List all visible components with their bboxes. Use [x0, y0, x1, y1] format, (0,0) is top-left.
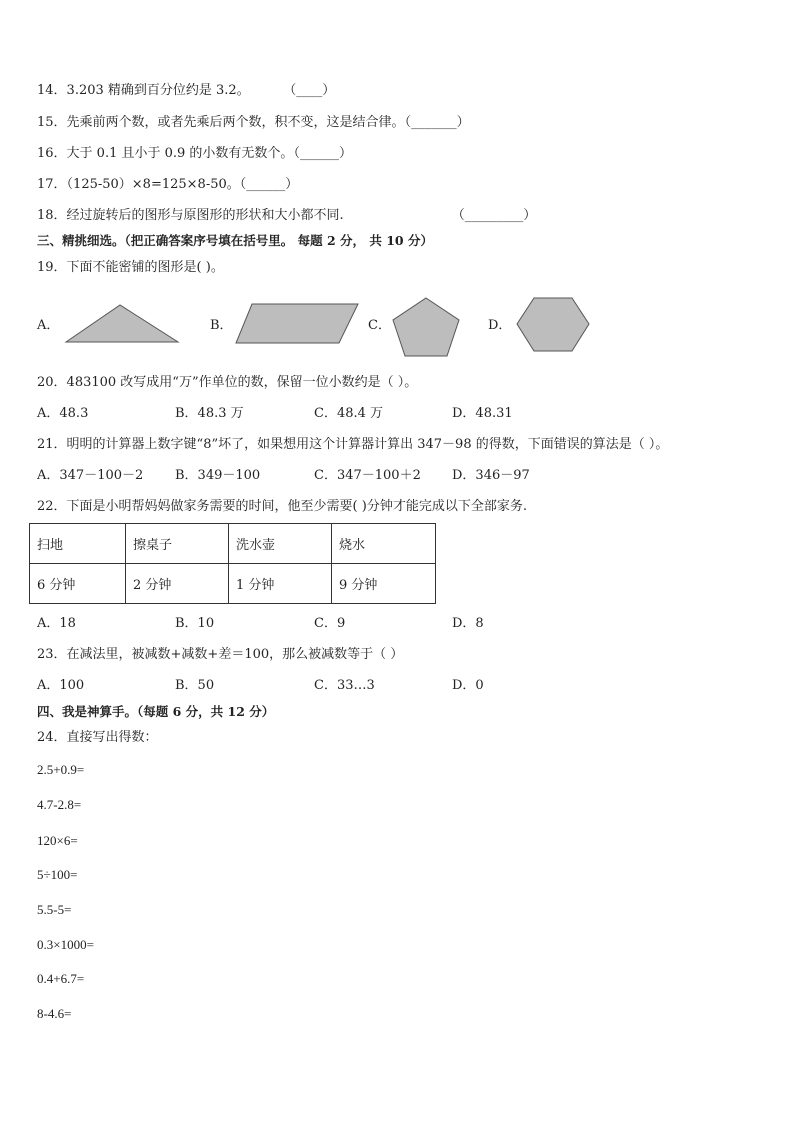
question-text: （125-50）×8=125×8-50。 [66, 177, 240, 192]
table-cell: 扫地 [30, 524, 126, 564]
q21-option-b[interactable]: B．349－100 [175, 468, 261, 483]
hexagon-icon [517, 298, 589, 351]
table-cell: 1 分钟 [229, 564, 332, 604]
option-c-label[interactable]: C． [368, 318, 391, 333]
question-number: 15． [37, 115, 67, 130]
section-4-title: 四、我是神算手。（每题 6 分，共 12 分） [37, 704, 275, 719]
q20-option-a[interactable]: A．48.3 [37, 406, 89, 421]
option-d-label[interactable]: D． [488, 318, 512, 333]
chores-table [29, 523, 436, 604]
table-cell: 6 分钟 [30, 564, 126, 604]
calc-item[interactable]: 120×6= [37, 833, 78, 848]
answer-blank[interactable]: （______） [239, 177, 299, 192]
q21-option-d[interactable]: D．346－97 [452, 468, 530, 483]
q23-option-a[interactable]: A．100 [37, 678, 85, 693]
q20-option-d[interactable]: D．48.31 [452, 406, 513, 421]
answer-blank[interactable]: （______） [293, 146, 352, 161]
calc-item[interactable]: 8-4.6= [37, 1006, 72, 1021]
question-text: 3.203 精确到百分位约是 3.2。 [66, 83, 250, 98]
question-number: 17． [37, 177, 67, 192]
question-17 [37, 176, 298, 194]
calc-item[interactable]: 0.3×1000= [37, 937, 94, 952]
question-23-stem: 23．在减法里，被减数+减数+差＝100，那么被减数等于（ ） [37, 647, 404, 662]
question-text: 先乘前两个数，或者先乘后两个数，积不变，这是结合律。 [66, 115, 405, 130]
q21-option-a[interactable]: A．347－100－2 [37, 468, 144, 483]
answer-blank[interactable]: （_______） [404, 115, 470, 130]
question-24-stem: 24．直接写出得数： [37, 730, 158, 745]
table-cell: 洗水壶 [229, 524, 332, 564]
hexagon-shape[interactable] [514, 295, 592, 355]
triangle-icon [66, 305, 178, 342]
question-16 [37, 145, 352, 163]
table-cell: 2 分钟 [126, 564, 229, 604]
answer-blank[interactable]: （____） [289, 83, 336, 98]
q20-option-c[interactable]: C．48.4 万 [314, 406, 384, 421]
answer-blank[interactable]: （_________） [451, 208, 537, 223]
table-cell: 擦桌子 [126, 524, 229, 564]
parallelogram-shape[interactable] [234, 300, 362, 346]
table-cell: 9 分钟 [332, 564, 436, 604]
option-a-label[interactable]: A． [37, 318, 60, 333]
table-cell: 烧水 [332, 524, 436, 564]
calc-item[interactable]: 4.7-2.8= [37, 797, 82, 812]
q22-option-c[interactable]: C．9 [314, 616, 346, 631]
pentagon-icon [393, 298, 459, 356]
section-3-title: 三、精挑细选。（把正确答案序号填在括号里。 每题 2 分， 共 10 分） [37, 233, 433, 248]
calc-item[interactable]: 5.5-5= [37, 902, 72, 917]
triangle-shape[interactable] [60, 302, 182, 344]
q21-option-c[interactable]: C．347－100＋2 [314, 468, 421, 483]
option-b-label[interactable]: B． [210, 318, 233, 333]
calc-item[interactable]: 0.4+6.7= [37, 971, 85, 986]
question-18 [37, 207, 536, 225]
question-number: 16． [37, 146, 67, 161]
table-row [30, 564, 436, 604]
question-number: 14． [37, 83, 67, 98]
question-15 [37, 114, 470, 132]
q23-option-d[interactable]: D．0 [452, 678, 484, 693]
question-text: 经过旋转后的图形与原图形的形状和大小都不同. [66, 208, 344, 223]
question-22-stem: 22．下面是小明帮妈妈做家务需要的时间，他至少需要( )分钟才能完成以下全部家务. [37, 499, 527, 514]
q22-option-a[interactable]: A．18 [37, 616, 76, 631]
q22-option-b[interactable]: B．10 [175, 616, 215, 631]
q20-option-b[interactable]: B．48.3 万 [175, 406, 244, 421]
calc-item[interactable]: 2.5+0.9= [37, 762, 85, 777]
question-19-stem: 19．下面不能密铺的图形是( )。 [37, 260, 224, 275]
q23-option-b[interactable]: B．50 [175, 678, 215, 693]
parallelogram-icon [236, 304, 358, 343]
pentagon-shape[interactable] [390, 295, 462, 359]
question-text: 大于 0.1 且小于 0.9 的小数有无数个。 [66, 146, 294, 161]
calc-item[interactable]: 5÷100= [37, 867, 78, 882]
question-20-stem: 20．483100 改写成用“万”作单位的数，保留一位小数约是（ ）。 [37, 375, 418, 390]
table-row [30, 524, 436, 564]
q23-option-c[interactable]: C．33…3 [314, 678, 375, 693]
q22-option-d[interactable]: D．8 [452, 616, 484, 631]
question-21-stem: 21．明明的计算器上数字键“8”坏了，如果想用这个计算器计算出 347－98 的得数，下面错误的算法是（ ）。 [37, 437, 669, 452]
question-14 [37, 82, 335, 100]
question-number: 18． [37, 208, 67, 223]
